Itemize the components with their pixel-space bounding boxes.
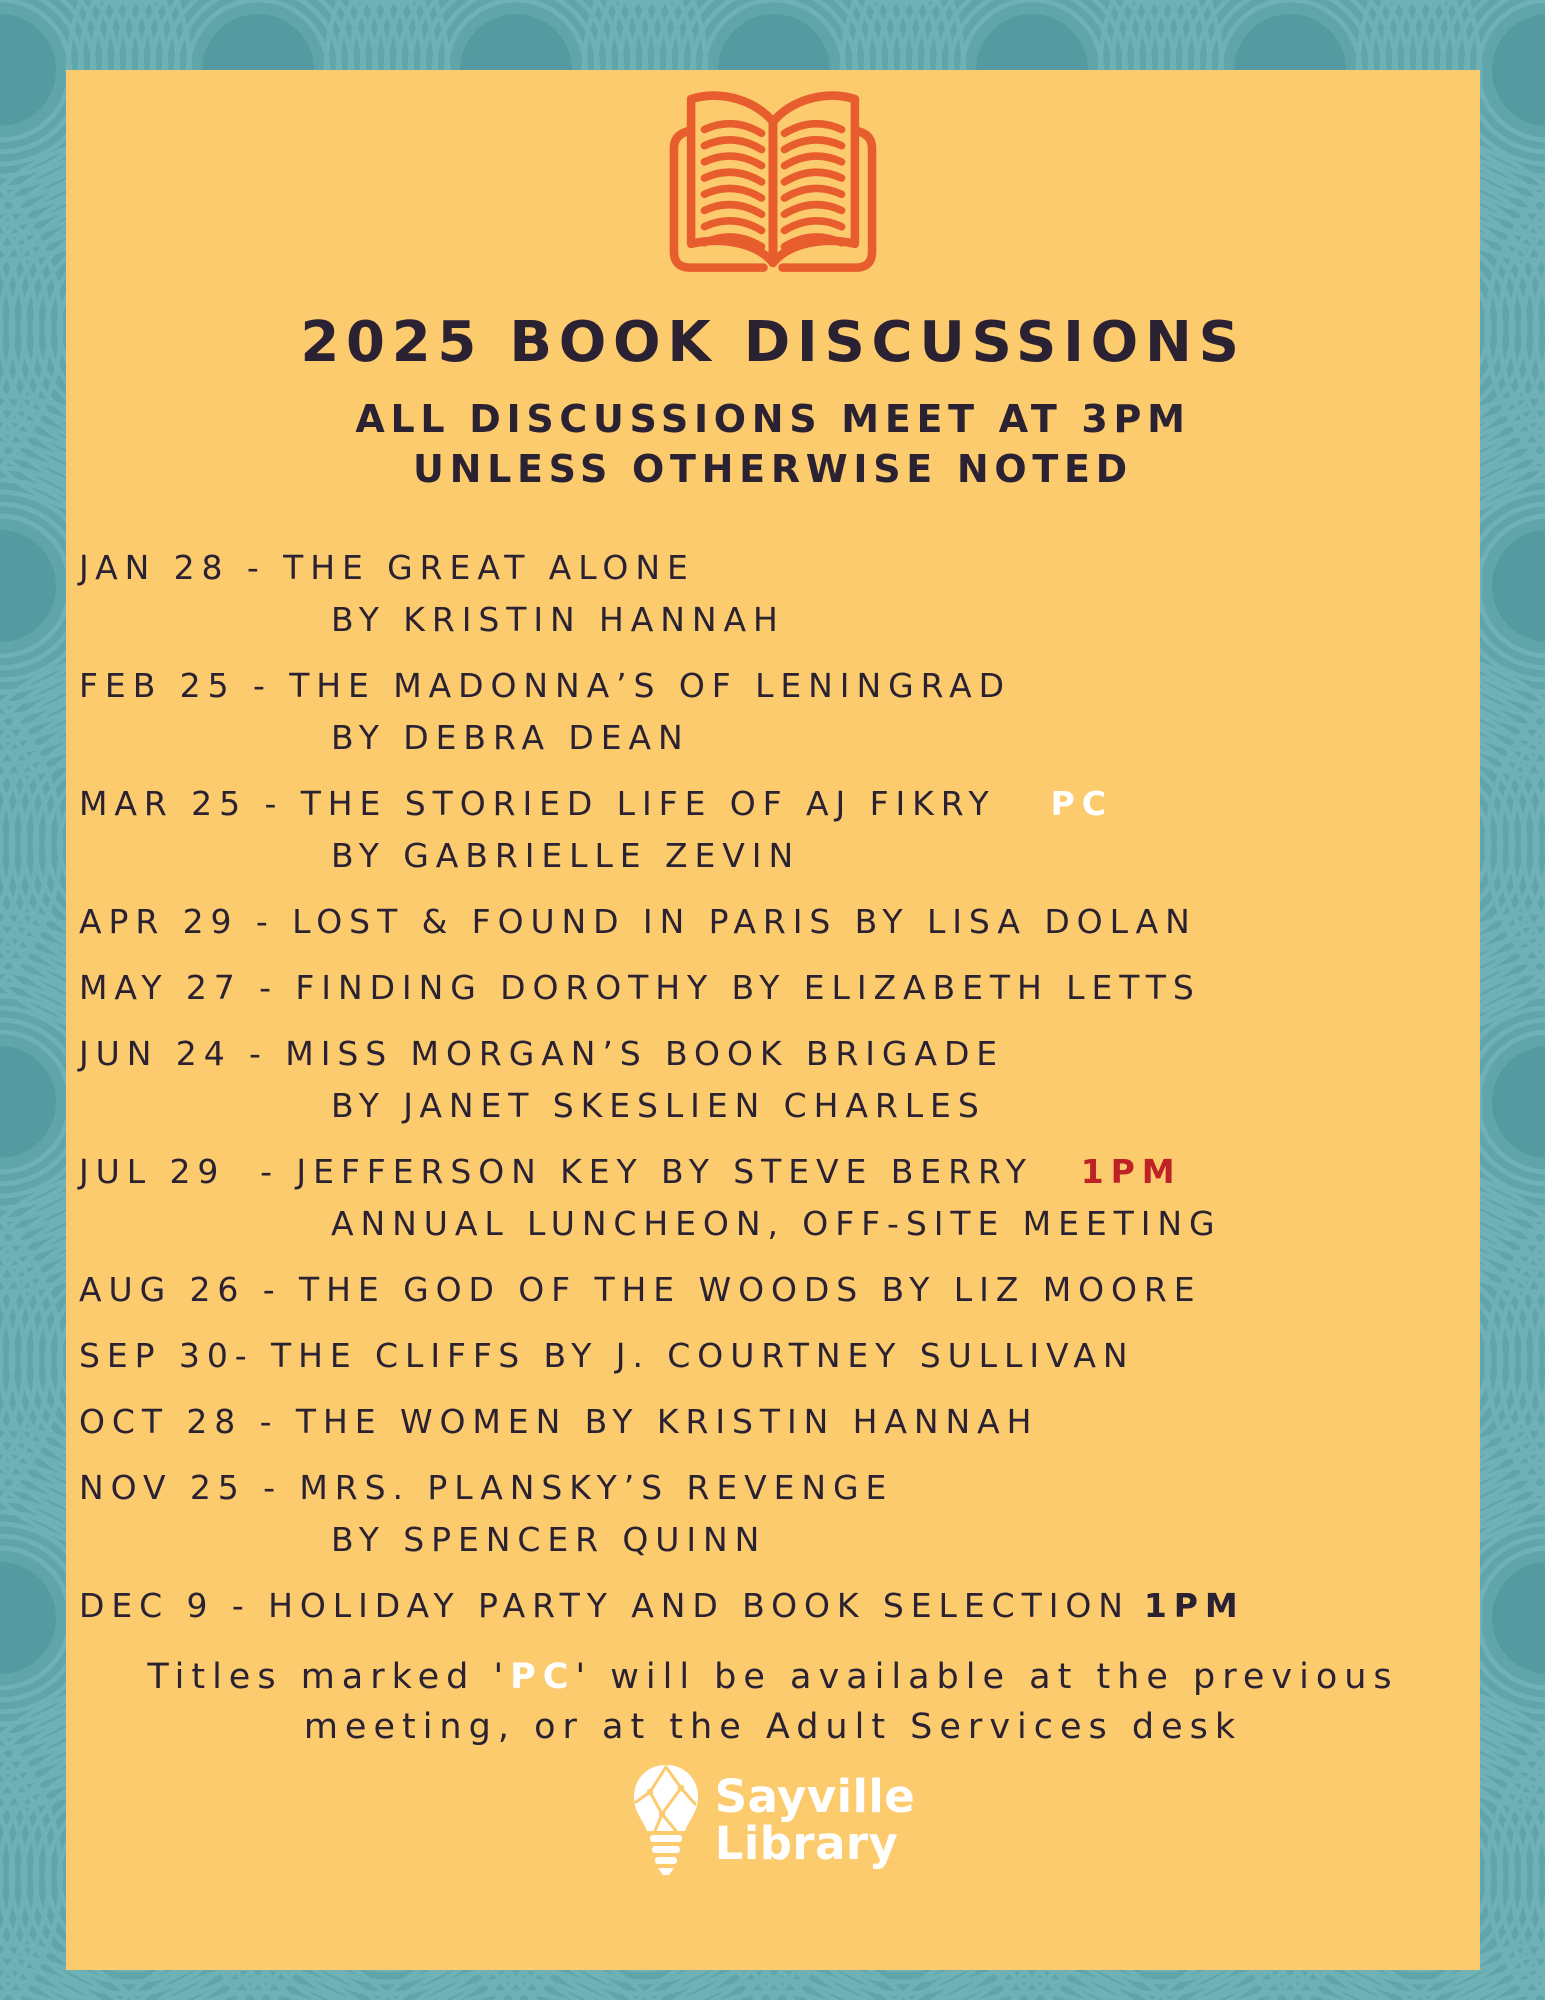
library-name (714, 1770, 916, 1870)
event-row (79, 896, 1480, 948)
event-row (79, 1396, 1480, 1448)
poster-panel (66, 70, 1480, 1970)
event-line (79, 1264, 1480, 1316)
event-line (79, 660, 1480, 712)
event-line (79, 542, 1480, 594)
events-list (66, 542, 1480, 1646)
footnote (66, 1652, 1480, 1752)
event-text: MAR 25 - THE STORIED LIFE OF AJ FIKRY (79, 784, 996, 823)
footnote-suffix: ' will be available at the previous (575, 1657, 1399, 1697)
event-text: SEP 30- THE CLIFFS BY J. COURTNEY SULLIVAN (79, 1336, 1135, 1375)
event-line (79, 1396, 1480, 1448)
event-line (79, 1580, 1480, 1632)
footnote-prefix: Titles marked ' (147, 1657, 511, 1697)
subtitle-line-2: UNLESS OTHERWISE NOTED (413, 447, 1133, 491)
event-line (79, 1146, 1480, 1198)
event-line (79, 962, 1480, 1014)
subtitle-line-1: ALL DISCUSSIONS MEET AT 3PM (355, 397, 1191, 441)
event-detail: BY SPENCER QUINN (331, 1520, 767, 1559)
open-book-icon (623, 80, 923, 280)
event-badge: 1PM (1080, 1152, 1182, 1191)
footnote-line-1 (66, 1652, 1480, 1702)
event-badge: 1PM (1143, 1586, 1245, 1625)
event-detail: BY KRISTIN HANNAH (331, 600, 785, 639)
library-name-line-1: Sayville (714, 1770, 916, 1823)
event-badge: PC (1050, 784, 1113, 823)
event-row (79, 778, 1480, 882)
event-line (79, 896, 1480, 948)
event-text: MAY 27 - FINDING DOROTHY BY ELIZABETH LETTS (79, 968, 1201, 1007)
event-text: NOV 25 - MRS. PLANSKY’S REVENGE (79, 1468, 894, 1507)
event-text: JUN 24 - MISS MORGAN’S BOOK BRIGADE (79, 1034, 1005, 1073)
poster-subtitle (355, 394, 1190, 494)
library-logo (631, 1764, 915, 1876)
event-row (79, 962, 1480, 1014)
footnote-line-2: meeting, or at the Adult Services desk (303, 1707, 1243, 1747)
event-detail: ANNUAL LUNCHEON, OFF-SITE MEETING (331, 1204, 1222, 1243)
event-text: DEC 9 - HOLIDAY PARTY AND BOOK SELECTION (79, 1586, 1130, 1625)
event-row (79, 1146, 1480, 1250)
event-text: APR 29 - LOST & FOUND IN PARIS BY LISA DOLAN (79, 902, 1197, 941)
event-detail: BY GABRIELLE ZEVIN (331, 836, 801, 875)
event-text: AUG 26 - THE GOD OF THE WOODS BY LIZ MOORE (79, 1270, 1202, 1309)
poster-title: 2025 BOOK DISCUSSIONS (300, 310, 1246, 375)
event-row (79, 1462, 1480, 1566)
library-name-line-2: Library (714, 1817, 899, 1870)
event-row (79, 660, 1480, 764)
event-text: JUL 29 - JEFFERSON KEY BY STEVE BERRY (79, 1152, 1033, 1191)
lightbulb-icon (631, 1764, 701, 1876)
event-line (79, 1028, 1480, 1080)
event-line (79, 1462, 1480, 1514)
event-row (79, 1264, 1480, 1316)
event-text: OCT 28 - THE WOMEN BY KRISTIN HANNAH (79, 1402, 1039, 1441)
event-line (79, 778, 1480, 830)
footnote-pc-marker: PC (510, 1657, 576, 1697)
event-text: FEB 25 - THE MADONNA’S OF LENINGRAD (79, 666, 1011, 705)
event-row (79, 542, 1480, 646)
event-row (79, 1330, 1480, 1382)
event-detail: BY JANET SKESLIEN CHARLES (331, 1086, 986, 1125)
event-text: JAN 28 - THE GREAT ALONE (79, 548, 695, 587)
event-line (79, 1330, 1480, 1382)
event-detail: BY DEBRA DEAN (331, 718, 690, 757)
event-row (79, 1580, 1480, 1632)
event-row (79, 1028, 1480, 1132)
